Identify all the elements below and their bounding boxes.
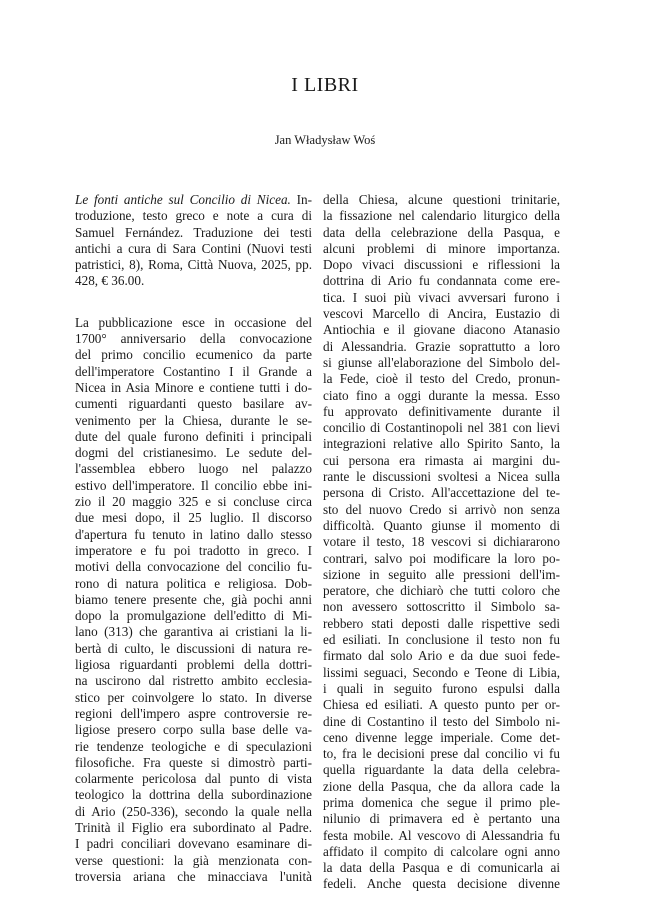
body-text-left (75, 315, 312, 885)
text-line: persona di Cristo. All'accettazione del te- (323, 485, 560, 501)
citation-line: 428, € 36.00. (75, 273, 145, 289)
text-line: peratore, che dichiarò che tutti coloro che (323, 583, 560, 599)
text-line: vescovi Marcello di Ancira, Eustazio di (323, 306, 560, 322)
text-line: della Chiesa, alcune questioni trinitarie, (323, 192, 560, 207)
text-line: contrari, salvo poi modificare la loro po- (323, 550, 560, 566)
section-title: I LIBRI (291, 74, 359, 96)
text-line: concilio di Costantinopoli nel 381 con lievi (323, 420, 560, 436)
text-line: integrazioni relative allo Spirito Santo, la (323, 436, 560, 452)
text-line: cui persona era rimasta ai margini du- (323, 452, 560, 468)
text-line: na uscirono dal ristretto ambito ecclesia- (75, 673, 312, 689)
right-column (323, 192, 560, 893)
citation-line: troduzione, testo greco e note a cura di (75, 208, 312, 224)
citation-line: antichi a cura di Sara Contini (Nuovi testi (75, 240, 312, 256)
citation-line: patristici, 8), Roma, Città Nuova, 2025, pp. (75, 257, 312, 273)
text-line: lissimi seguaci, Secondo e Teone di Libia, (323, 664, 560, 680)
text-line: si giunse all'elaborazione del Simbolo del- (323, 354, 560, 370)
text-line: di Alessandria. Grazie soprattutto a loro (323, 338, 560, 354)
text-line: due mesi dopo, il 25 luglio. Il discorso (75, 510, 312, 526)
text-line: quella riguardante la data della celebra- (323, 762, 560, 778)
text-line: verse questioni: la già menzionata con- (75, 852, 312, 868)
text-line: del primo concilio ecumenico da parte (75, 347, 312, 363)
text-line: rebbero stati deposti dalle rispettive sedi (323, 615, 560, 631)
text-line: Antiochia e il giovane diacono Atanasio (323, 322, 560, 338)
text-line: affidato il compito di calcolare ogni anno (323, 843, 560, 859)
body-text-right (323, 192, 560, 893)
text-line: ligiose presero corpo sulla base delle va- (75, 722, 312, 738)
citation-line: Samuel Fernández. Traduzione dei testi (75, 224, 312, 240)
text-line: stico per coinvolgere lo stato. In diverse (75, 689, 312, 705)
citation-line (75, 192, 312, 208)
text-line: la Fede, cioè il testo del Credo, pronun- (323, 371, 560, 387)
text-line: regioni dell'impero aspre controversie re- (75, 705, 312, 721)
text-line: non avessero sottoscritto il Simbolo sa- (323, 599, 560, 615)
left-column (75, 192, 312, 885)
text-line: dell'imperatore Costantino I il Grande a (75, 363, 312, 379)
text-line: l'assemblea ebbero luogo nel palazzo (75, 461, 312, 477)
text-line: difficoltà. Quanto giunse il momento di (323, 517, 560, 533)
text-line: to, fra le decisioni prese dal concilio vi fu (323, 746, 560, 762)
text-line: data della celebrazione della Pasqua, e (323, 224, 560, 240)
text-line: bertà di culto, le discussioni di natura re- (75, 640, 312, 656)
text-line: firmato dal solo Ario e da due suoi fede- (323, 648, 560, 664)
text-line: rante le discussioni svoltesi a Nicea sulla (323, 469, 560, 485)
text-line: fu approvato definitivamente durante il (323, 403, 560, 419)
text-line: rono di natura politica e religiosa. Dob- (75, 575, 312, 591)
text-line: filosofiche. Fra queste si dimostrò parti- (75, 754, 312, 770)
text-line: sizione in seguito alle pressioni dell'im- (323, 566, 560, 582)
text-line: votare il testo, 18 vescovi si dichiararono (323, 534, 560, 550)
text-line: venimento per la Chiesa, durante le se- (75, 412, 312, 428)
text-line: ciato fino a oggi durante la messa. Esso (323, 387, 560, 403)
text-line: dottrina di Ario fu condannata come ere- (323, 273, 560, 289)
text-line: festa mobile. Al vescovo di Alessandria fu (323, 827, 560, 843)
text-line: zione della Pasqua, che da allora cade la (323, 778, 560, 794)
text-line: fedeli. Anche questa decisione divenne (323, 876, 560, 892)
text-line: 1700° anniversario della convocazione (75, 331, 312, 347)
text-line: i quali in seguito furono espulsi dalla (323, 680, 560, 696)
book-title: Le fonti antiche sul Concilio di Nicea. (75, 192, 291, 207)
text-line: teologico la dottrina della subordinazione (75, 787, 312, 803)
text-line: imperatore e fu poi tradotto in greco. I (75, 542, 312, 558)
text-line: colarmente pericolosa dal punto di vista (75, 771, 312, 787)
text-line: Dopo vivaci discussioni e riflessioni la (323, 257, 560, 273)
review-author: Jan Władysław Woś (274, 133, 376, 147)
text-line: dine di Costantino il testo del Simbolo ni- (323, 713, 560, 729)
text-line: nilunio di primavera ed è pertanto una (323, 811, 560, 827)
text-line: dogmi del cristianesimo. Le sedute del- (75, 445, 312, 461)
text-line: la data della Pasqua e di comunicarla ai (323, 860, 560, 876)
text-line: la fissazione nel calendario liturgico della (323, 208, 560, 224)
text-line: dute del quale furono definiti i principali (75, 428, 312, 444)
text-line: motivi della convocazione del concilio fu- (75, 559, 312, 575)
text-line: Trinità il Figlio era subordinato al Padre. (75, 819, 312, 835)
text-line: di Ario (250-336), secondo la quale nella (75, 803, 312, 819)
text-line: Nicea in Asia Minore e contiene tutti i do- (75, 379, 312, 395)
text-line: ed esiliati. In conclusione il testo non fu (323, 632, 560, 648)
text-line: tica. I suoi più vivaci avversari furono i (323, 289, 560, 305)
text-line: I padri conciliari dovevano esaminare di- (75, 836, 312, 852)
text-line: La pubblicazione esce in occasione del (75, 314, 312, 330)
text-line: dopo la promulgazione dell'editto di Mi- (75, 608, 312, 624)
text-line: cumenti riguardanti questo basilare av- (75, 396, 312, 412)
text-line: d'apertura fu tenuto in latino dallo stesso (75, 526, 312, 542)
text-line: lano (313) che garantiva ai cristiani la li- (75, 624, 312, 640)
citation-text: In- (296, 192, 312, 207)
text-line: troversia ariana che minacciava l'unità (75, 868, 312, 884)
text-line: sto del nuovo Credo si arrivò non senza (323, 501, 560, 517)
text-line: rie tendenze teologiche e di speculazioni (75, 738, 312, 754)
text-line: ceno divenne legge imperiale. Come det- (323, 729, 560, 745)
text-line: prima domenica che segue il primo ple- (323, 794, 560, 810)
text-line: biamo tenere presente che, già pochi anni (75, 591, 312, 607)
text-line: zio il 20 maggio 325 e si concluse circa (75, 494, 312, 510)
book-citation (75, 192, 312, 290)
text-line: ligiosa riguardanti problemi della dottri- (75, 657, 312, 673)
text-line: Chiesa ed esiliati. A questo punto per or- (323, 697, 560, 713)
text-line: estivo dell'imperatore. Il concilio ebbe ini- (75, 477, 312, 493)
text-line: alcuni problemi di minore importanza. (323, 240, 560, 256)
